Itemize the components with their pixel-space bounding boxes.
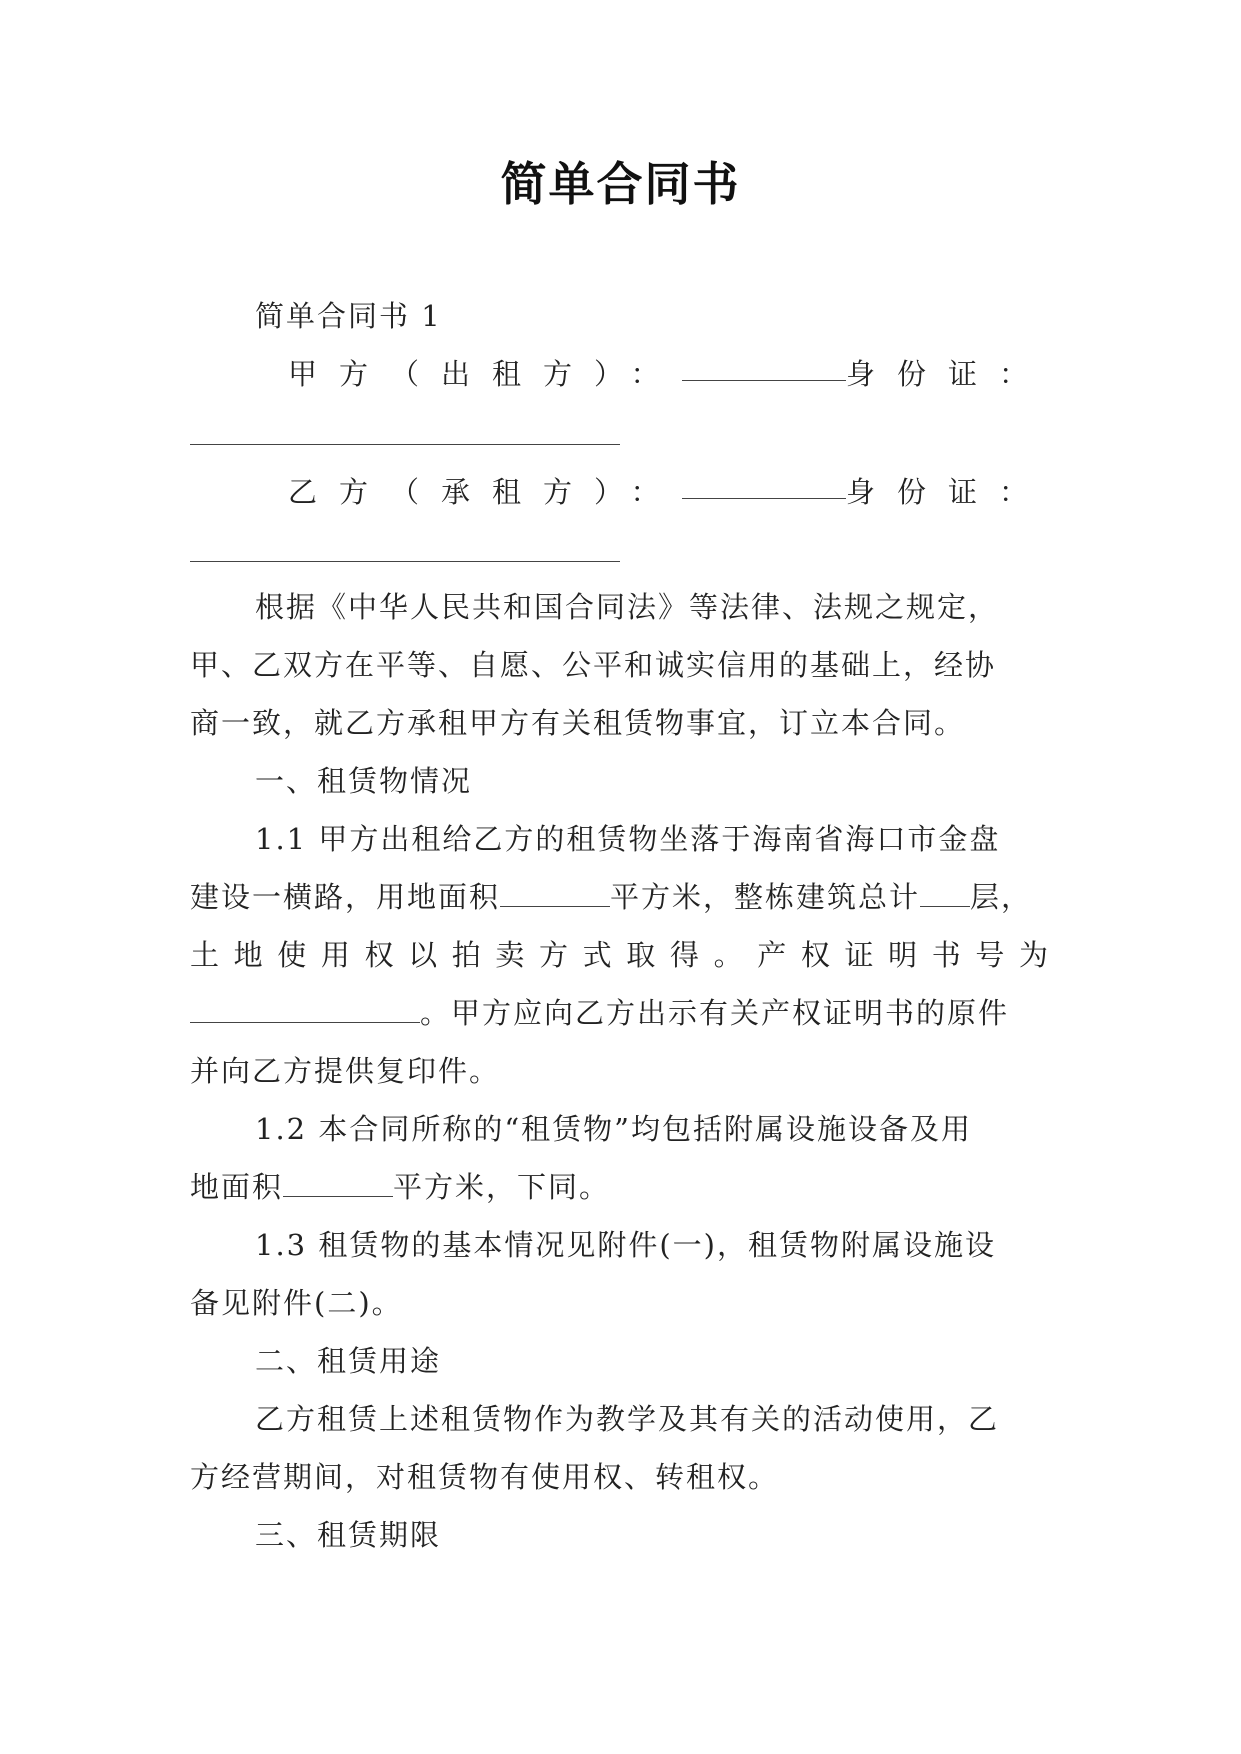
clause-1-3-line-2: 备见附件(二)。 — [190, 1286, 403, 1320]
title-cert-number-blank — [190, 996, 420, 1023]
clause-1-2-text-a: 地面积 — [190, 1170, 284, 1204]
subtitle: 简单合同书 1 — [255, 299, 442, 333]
party-a-id-label: 身份证： — [845, 357, 1050, 391]
party-b-id-blank — [190, 561, 620, 562]
party-a-id-blank — [190, 444, 620, 445]
clause-1-3-line-1: 1.3 租赁物的基本情况见附件(一)，租赁物附属设施设 — [255, 1228, 996, 1262]
clause-1-1-text-b: 平方米，整栋建筑总计 — [610, 880, 921, 914]
clause-1-1-text-a: 建设一横路，用地面积 — [190, 880, 501, 914]
intro-line-1: 根据《中华人民共和国合同法》等法律、法规之规定， — [255, 590, 1000, 624]
clause-1-1-line-1: 1.1 甲方出租给乙方的租赁物坐落于海南省海口市金盘 — [255, 822, 1001, 856]
party-a-name-blank — [682, 354, 846, 381]
clause-1-2-line-1: 1.2 本合同所称的“租赁物”均包括附属设施设备及用 — [255, 1112, 972, 1146]
floor-count-blank — [920, 880, 970, 907]
party-b-row — [288, 472, 1050, 512]
section-3-heading: 三、租赁期限 — [255, 1518, 442, 1552]
clause-1-1-line-4 — [190, 993, 1050, 1033]
clause-1-2-text-b: 平方米，下同。 — [393, 1170, 611, 1204]
clause-1-1-text-c: 层， — [970, 880, 1033, 914]
party-b-name-blank — [682, 472, 846, 499]
intro-line-2: 甲、乙双方在平等、自愿、公平和诚实信用的基础上，经协 — [190, 648, 997, 682]
party-a-row — [288, 354, 1050, 394]
section-2-line-2: 方经营期间，对租赁物有使用权、转租权。 — [190, 1460, 780, 1494]
land-area-blank — [500, 880, 610, 907]
clause-1-2-line-2 — [190, 1167, 1050, 1207]
section-2-line-1: 乙方租赁上述租赁物作为教学及其有关的活动使用，乙 — [255, 1402, 1000, 1436]
ancillary-area-blank — [283, 1170, 393, 1197]
clause-1-1-line-5: 并向乙方提供复印件。 — [190, 1054, 501, 1088]
clause-1-1-line-3: 土地使用权以拍卖方式取得。产权证明书号为 — [190, 938, 1050, 972]
intro-line-3: 商一致，就乙方承租甲方有关租赁物事宜，订立本合同。 — [190, 706, 966, 740]
document-title: 简单合同书 — [500, 157, 741, 211]
party-b-label: 乙方（承租方）： — [288, 475, 682, 509]
section-1-heading: 一、租赁物情况 — [255, 764, 473, 798]
party-a-label: 甲方（出租方）： — [288, 357, 682, 391]
party-b-id-label: 身份证： — [845, 475, 1050, 509]
section-2-heading: 二、租赁用途 — [255, 1344, 442, 1378]
clause-1-1-text-d: 。甲方应向乙方出示有关产权证明书的原件 — [420, 996, 1010, 1030]
clause-1-1-line-2 — [190, 877, 1050, 917]
